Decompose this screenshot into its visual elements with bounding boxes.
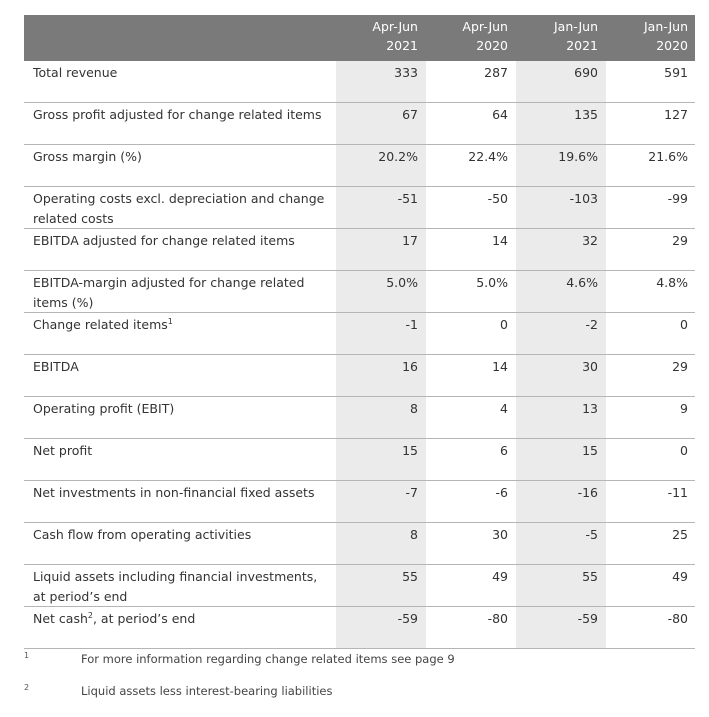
table-row — [24, 355, 695, 397]
cell-value: 9 — [680, 401, 688, 416]
row-label — [33, 63, 333, 83]
cell-value: 67 — [402, 107, 418, 122]
row-label — [33, 399, 333, 419]
cell-value: 287 — [484, 65, 508, 80]
column-header-year: 2021 — [566, 38, 598, 53]
cell-value: 591 — [664, 65, 688, 80]
table-row — [24, 439, 695, 481]
cell-value: -2 — [585, 317, 598, 332]
cell-value: 32 — [582, 233, 598, 248]
cell-value: 5.0% — [476, 275, 508, 290]
row-label-text: EBITDA-margin adjusted for change related items (%) — [33, 275, 305, 310]
cell-value: 55 — [582, 569, 598, 584]
row-label — [33, 441, 333, 461]
cell-value: 29 — [672, 233, 688, 248]
cell-value: 14 — [492, 233, 508, 248]
row-label — [33, 357, 333, 377]
table-row — [24, 481, 695, 523]
footnote-text: For more information regarding change related items see page 9 — [81, 652, 455, 666]
column-header-period: Jan-Jun — [553, 19, 598, 34]
row-label-text: Operating profit (EBIT) — [33, 401, 175, 416]
column-header — [426, 15, 516, 61]
cell-value: 690 — [574, 65, 598, 80]
cell-value: -11 — [667, 485, 688, 500]
row-label-text: Liquid assets including financial investments, at period’s end — [33, 569, 318, 604]
cell-value: -59 — [577, 611, 598, 626]
column-header-period: Jan-Jun — [643, 19, 688, 34]
cell-value: 64 — [492, 107, 508, 122]
footnote-ref: 1 — [167, 316, 173, 326]
cell-value: 25 — [672, 527, 688, 542]
cell-value: 22.4% — [468, 149, 508, 164]
row-label — [33, 105, 333, 125]
footnote-number: 2 — [24, 683, 30, 692]
cell-value: 6 — [500, 443, 508, 458]
row-label-text: Net investments in non-financial fixed assets — [33, 485, 315, 500]
column-header — [336, 15, 426, 61]
cell-value: 0 — [680, 443, 688, 458]
cell-value: -6 — [495, 485, 508, 500]
table-row — [24, 229, 695, 271]
cell-value: 0 — [500, 317, 508, 332]
cell-value: 17 — [402, 233, 418, 248]
table-row — [24, 523, 695, 565]
column-header-period: Apr-Jun — [462, 19, 508, 34]
row-label-text: Gross margin (%) — [33, 149, 142, 164]
cell-value: 4 — [500, 401, 508, 416]
row-label — [33, 147, 333, 167]
cell-value: -1 — [405, 317, 418, 332]
cell-value: 20.2% — [378, 149, 418, 164]
cell-value: 49 — [672, 569, 688, 584]
cell-value: -103 — [569, 191, 598, 206]
cell-value: -50 — [487, 191, 508, 206]
table-row — [24, 187, 695, 229]
footnote-text: Liquid assets less interest-bearing liabilities — [81, 684, 333, 698]
table-row — [24, 565, 695, 607]
cell-value: 8 — [410, 527, 418, 542]
table-row — [24, 145, 695, 187]
cell-value: -80 — [667, 611, 688, 626]
cell-value: 15 — [402, 443, 418, 458]
table-row — [24, 61, 695, 103]
cell-value: -16 — [577, 485, 598, 500]
footnote-number: 1 — [24, 651, 30, 660]
column-header-year: 2021 — [386, 38, 418, 53]
cell-value: 49 — [492, 569, 508, 584]
cell-value: 8 — [410, 401, 418, 416]
row-label-text: EBITDA — [33, 359, 79, 374]
row-label-text: Total revenue — [33, 65, 118, 80]
cell-value: 29 — [672, 359, 688, 374]
cell-value: 4.6% — [566, 275, 598, 290]
cell-value: 15 — [582, 443, 598, 458]
cell-value: 30 — [492, 527, 508, 542]
row-label — [33, 315, 333, 335]
row-label-text: EBITDA adjusted for change related items — [33, 233, 295, 248]
row-label — [33, 273, 333, 313]
cell-value: 13 — [582, 401, 598, 416]
row-label — [33, 567, 333, 607]
table-row — [24, 271, 695, 313]
table-header — [24, 15, 695, 61]
row-label-text: Net cash — [33, 611, 88, 626]
cell-value: -99 — [667, 191, 688, 206]
row-label-text: Cash flow from operating activities — [33, 527, 252, 542]
row-label — [33, 483, 333, 503]
footnote-ref: 2 — [87, 610, 93, 620]
cell-value: 5.0% — [386, 275, 418, 290]
table-row — [24, 607, 695, 649]
cell-value: 16 — [402, 359, 418, 374]
column-header — [606, 15, 696, 61]
cell-value: -7 — [405, 485, 418, 500]
cell-value: 14 — [492, 359, 508, 374]
row-label-text: Change related items — [33, 317, 168, 332]
cell-value: 0 — [680, 317, 688, 332]
row-label-text: Operating costs excl. depreciation and change related costs — [33, 191, 325, 226]
cell-value: 21.6% — [648, 149, 688, 164]
table-row — [24, 313, 695, 355]
cell-value: -51 — [397, 191, 418, 206]
row-label-text: Gross profit adjusted for change related items — [33, 107, 322, 122]
row-label — [33, 525, 333, 545]
table-row — [24, 103, 695, 145]
column-header-year: 2020 — [476, 38, 508, 53]
cell-value: 19.6% — [558, 149, 598, 164]
cell-value: -5 — [585, 527, 598, 542]
cell-value: 135 — [574, 107, 598, 122]
row-label — [33, 231, 333, 251]
row-label — [33, 189, 333, 229]
column-header-period: Apr-Jun — [372, 19, 418, 34]
cell-value: 127 — [664, 107, 688, 122]
column-header — [516, 15, 606, 61]
cell-value: -59 — [397, 611, 418, 626]
table-row — [24, 397, 695, 439]
cell-value: 55 — [402, 569, 418, 584]
cell-value: 30 — [582, 359, 598, 374]
row-label — [33, 609, 333, 629]
column-header-year: 2020 — [656, 38, 688, 53]
cell-value: 4.8% — [656, 275, 688, 290]
row-label-text: Net profit — [33, 443, 93, 458]
cell-value: 333 — [394, 65, 418, 80]
row-label-suffix: , at period’s end — [92, 611, 196, 626]
cell-value: -80 — [487, 611, 508, 626]
